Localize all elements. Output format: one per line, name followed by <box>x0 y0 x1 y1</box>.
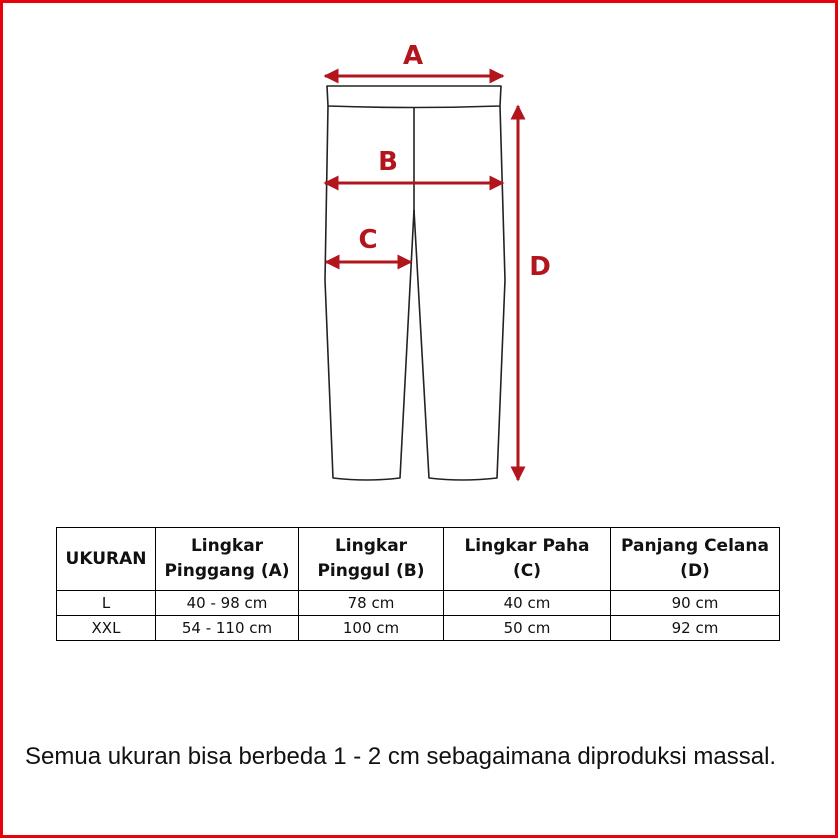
table-cell: XXL <box>57 616 156 641</box>
table-cell: 90 cm <box>611 591 780 616</box>
table-cell: 92 cm <box>611 616 780 641</box>
table-cell: 100 cm <box>299 616 444 641</box>
size-chart-table <box>56 527 780 641</box>
table-cell: 54 - 110 cm <box>156 616 299 641</box>
header-lingkar-paha: Lingkar Paha (C) <box>444 528 611 591</box>
dimension-a-label: A <box>402 41 424 71</box>
table-row <box>57 616 780 641</box>
dimension-b-label: B <box>378 147 398 177</box>
dimension-c-label: C <box>358 225 378 255</box>
header-lingkar-pinggul: Lingkar Pinggul (B) <box>299 528 444 591</box>
header-ukuran: UKURAN <box>57 528 156 591</box>
table-cell: 40 - 98 cm <box>156 591 299 616</box>
waistband <box>327 86 501 108</box>
pants-outline <box>325 86 505 480</box>
header-lingkar-pinggang: Lingkar Pinggang (A) <box>156 528 299 591</box>
table-cell: 78 cm <box>299 591 444 616</box>
table-cell: 50 cm <box>444 616 611 641</box>
header-panjang-celana: Panjang Celana (D) <box>611 528 780 591</box>
size-note: Semua ukuran bisa berbeda 1 - 2 cm sebagaimana diproduksi massal. <box>25 743 777 770</box>
table-cell: L <box>57 591 156 616</box>
dimension-d-label: D <box>529 252 551 282</box>
left-leg <box>325 106 414 480</box>
right-leg <box>414 106 505 480</box>
table-cell: 40 cm <box>444 591 611 616</box>
table-row <box>57 591 780 616</box>
table-header-row <box>57 528 780 591</box>
